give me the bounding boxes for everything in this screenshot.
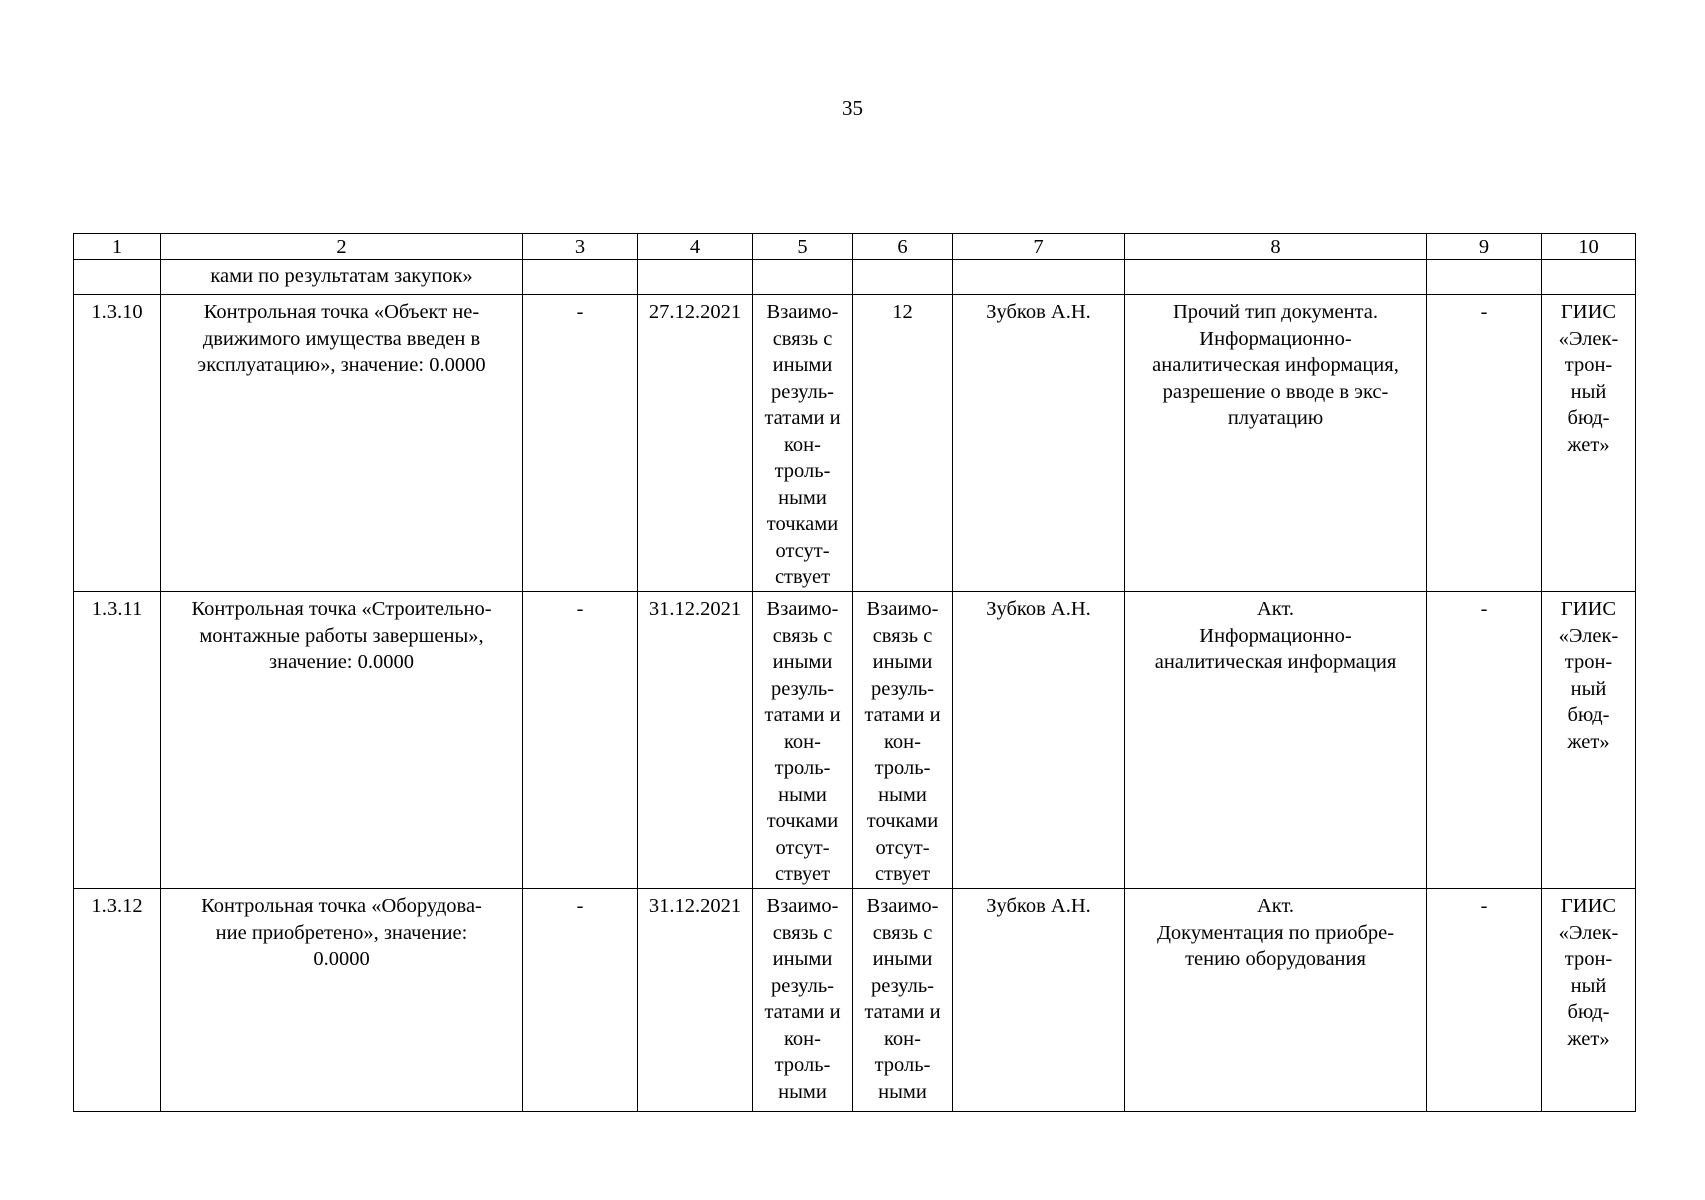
table-row [74, 592, 1636, 889]
system-cell: ГИИС «Элек- трон- ный бюд- жет» [1542, 295, 1636, 592]
table-cell [523, 260, 638, 295]
table-cell: - [523, 592, 638, 889]
table-row [74, 295, 1636, 592]
header-cell: 2 [161, 234, 523, 260]
table-cell: - [1427, 889, 1542, 1112]
description-cell: Контрольная точка «Строительно- монтажные работы завершены», значение: 0.0000 [161, 592, 523, 889]
table-cell [1542, 260, 1636, 295]
row-number-cell: 1.3.10 [74, 295, 161, 592]
row-number-cell: 1.3.12 [74, 889, 161, 1112]
table-cell: - [523, 295, 638, 592]
table-cell: Взаимо- связь с иными резуль- татами и кон- троль- ными точками отсут- ствует [753, 592, 853, 889]
table-cell: Взаимо- связь с иными резуль- татами и кон- троль- ными точками отсут- ствует [753, 295, 853, 592]
table-cell: - [1427, 592, 1542, 889]
date-cell: 27.12.2021 [638, 295, 753, 592]
header-cell: 3 [523, 234, 638, 260]
document-type-cell: Прочий тип документа. Информационно- аналитическая информация, разрешение о вводе в экс- плуатацию [1125, 295, 1427, 592]
header-cell: 9 [1427, 234, 1542, 260]
header-cell: 10 [1542, 234, 1636, 260]
date-cell: 31.12.2021 [638, 889, 753, 1112]
table-cell: - [523, 889, 638, 1112]
responsible-cell: Зубков А.Н. [953, 889, 1125, 1112]
date-cell: 31.12.2021 [638, 592, 753, 889]
table-cell: Взаимо- связь с иными резуль- татами и кон- троль- ными [753, 889, 853, 1112]
table-cell [1125, 260, 1427, 295]
continuation-row [74, 260, 1636, 295]
table-header-row [74, 234, 1636, 260]
responsible-cell: Зубков А.Н. [953, 592, 1125, 889]
table-cell: 12 [853, 295, 953, 592]
header-cell: 4 [638, 234, 753, 260]
document-type-cell: Акт. Документация по приобре- тению оборудования [1125, 889, 1427, 1112]
table-cell [753, 260, 853, 295]
row-number-cell: 1.3.11 [74, 592, 161, 889]
document-type-cell: Акт. Информационно- аналитическая информация [1125, 592, 1427, 889]
page-number: 35 [842, 96, 863, 120]
header-cell: 8 [1125, 234, 1427, 260]
table-cell: Взаимо- связь с иными резуль- татами и кон- троль- ными точками отсут- ствует [853, 592, 953, 889]
table-cell: - [1427, 295, 1542, 592]
table-row [74, 889, 1636, 1112]
header-cell: 5 [753, 234, 853, 260]
table-cell [74, 260, 161, 295]
description-cell: Контрольная точка «Объект не- движимого имущества введен в эксплуатацию», значение: 0.0000 [161, 295, 523, 592]
table-cell [638, 260, 753, 295]
responsible-cell: Зубков А.Н. [953, 295, 1125, 592]
table-cell [1427, 260, 1542, 295]
table-cell [853, 260, 953, 295]
table-cell [953, 260, 1125, 295]
table-cell: ками по результатам закупок» [161, 260, 523, 295]
system-cell: ГИИС «Элек- трон- ный бюд- жет» [1542, 592, 1636, 889]
header-cell: 1 [74, 234, 161, 260]
header-cell: 7 [953, 234, 1125, 260]
table-cell: Взаимо- связь с иными резуль- татами и кон- троль- ными [853, 889, 953, 1112]
header-cell: 6 [853, 234, 953, 260]
description-cell: Контрольная точка «Оборудова- ние приобретено», значение: 0.0000 [161, 889, 523, 1112]
system-cell: ГИИС «Элек- трон- ный бюд- жет» [1542, 889, 1636, 1112]
document-table [73, 233, 1636, 1112]
